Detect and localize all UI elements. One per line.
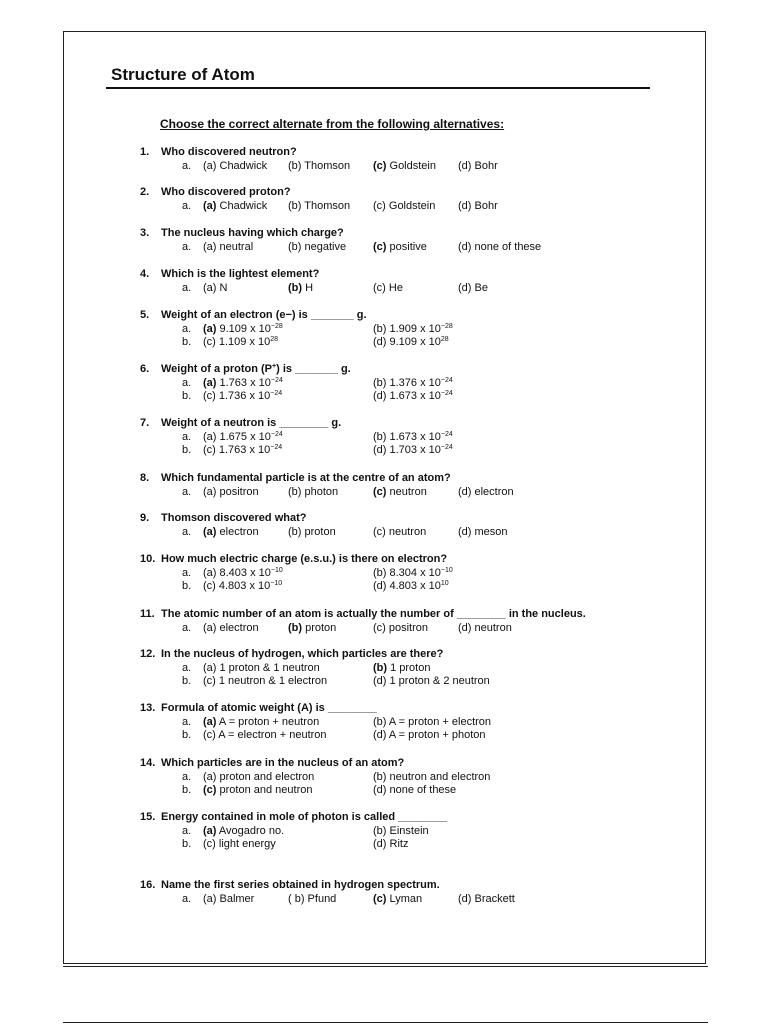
answer-option[interactable]: (a) 1.763 x $10^{-24}$: [203, 377, 283, 389]
answer-option[interactable]: (b) Thomson: [288, 160, 351, 172]
answer-option[interactable]: (c) Lyman: [373, 893, 423, 905]
answer-option[interactable]: (b) proton: [288, 622, 337, 634]
superscript: 28: [440, 336, 449, 343]
answer-option[interactable]: (c) positive: [373, 241, 427, 253]
answer-option[interactable]: (a) neutral: [203, 241, 254, 253]
question-text: Energy contained in mole of photon is called ________: [161, 811, 448, 823]
answer-option[interactable]: (d) 9.109 x $10^{28}$: [373, 336, 449, 348]
question-text: Which is the lightest element?: [161, 268, 320, 280]
answer-option[interactable]: (a) electron: [203, 526, 259, 538]
frame-bottom-rule: [63, 966, 708, 967]
answer-option[interactable]: (d) Be: [458, 282, 488, 294]
page-bottom-rule: [63, 1022, 708, 1023]
answer-option[interactable]: (c) light energy: [203, 838, 276, 850]
title-underline: [106, 87, 650, 89]
option-row-label: b.: [182, 675, 192, 687]
answer-option[interactable]: (d) Ritz: [373, 838, 409, 850]
answer-option[interactable]: (d) Brackett: [458, 893, 515, 905]
answer-option[interactable]: (a) 9.109 x $10^{-28}$: [203, 323, 283, 335]
answer-option[interactable]: (c) 1.109 x $10^{28}$: [203, 336, 279, 348]
answer-option[interactable]: (a) electron: [203, 622, 259, 634]
question-number: 12.: [140, 648, 156, 660]
option-row-label: a.: [182, 893, 192, 905]
superscript: −24: [440, 431, 453, 438]
answer-option[interactable]: (a) Balmer: [203, 893, 255, 905]
question-number: 15.: [140, 811, 156, 823]
answer-option[interactable]: (b) neutron and electron: [373, 771, 491, 783]
superscript: −28: [270, 323, 283, 330]
superscript: −24: [440, 444, 453, 451]
answer-option[interactable]: (c) He: [373, 282, 403, 294]
superscript: −10: [270, 580, 283, 587]
question-number: 8.: [140, 472, 150, 484]
question-number: 3.: [140, 227, 150, 239]
question-text: Name the first series obtained in hydrogen spectrum.: [161, 879, 440, 891]
answer-option[interactable]: (b) photon: [288, 486, 339, 498]
superscript: −10: [440, 567, 453, 574]
option-row-label: a.: [182, 377, 192, 389]
option-row-label: b.: [182, 390, 192, 402]
answer-option[interactable]: (b) 1.909 x $10^{-28}$: [373, 323, 453, 335]
question-text: Which fundamental particle is at the centre of an atom?: [161, 472, 451, 484]
question-number: 4.: [140, 268, 150, 280]
option-row-label: a.: [182, 662, 192, 674]
answer-option[interactable]: (b) 1 proton: [373, 662, 431, 674]
option-row-label: a.: [182, 200, 192, 212]
answer-option[interactable]: (d) 1 proton & 2 neutron: [373, 675, 490, 687]
question-text: In the nucleus of hydrogen, which particles are there?: [161, 648, 444, 660]
answer-option[interactable]: (d) neutron: [458, 622, 512, 634]
answer-option[interactable]: (d) 1.673 x $10^{-24}$: [373, 390, 453, 402]
question-number: 14.: [140, 757, 156, 769]
question-text: Weight of a neutron is ________ g.: [161, 417, 342, 429]
option-row-label: a.: [182, 825, 192, 837]
superscript: 10: [440, 580, 449, 587]
answer-option[interactable]: (a) 1.675 x $10^{-24}$: [203, 431, 283, 443]
answer-option[interactable]: (c) positron: [373, 622, 429, 634]
question-number: 7.: [140, 417, 150, 429]
answer-option[interactable]: (d) 4.803 x $10^{10}$: [373, 580, 449, 592]
option-row-label: a.: [182, 622, 192, 634]
answer-option[interactable]: (c) 1 neutron & 1 electron: [203, 675, 328, 687]
question-number: 13.: [140, 702, 156, 714]
answer-option[interactable]: (d) meson: [458, 526, 508, 538]
answer-option[interactable]: (d) none of these: [373, 784, 457, 796]
answer-option[interactable]: (b) proton: [288, 526, 336, 538]
option-row-label: a.: [182, 526, 192, 538]
answer-option[interactable]: (a) 1 proton & 1 neutron: [203, 662, 320, 674]
answer-option[interactable]: (c) A = electron + neutron: [203, 729, 327, 741]
option-row-label: a.: [182, 241, 192, 253]
superscript: −24: [270, 431, 283, 438]
question-text: Weight of an electron (e−) is _______ g.: [161, 309, 367, 321]
option-row-label: a.: [182, 567, 192, 579]
question-text: How much electric charge (e.s.u.) is there on electron?: [161, 553, 448, 565]
superscript: −24: [440, 390, 453, 397]
answer-option[interactable]: (b) A = proton + electron: [373, 716, 492, 728]
superscript: −24: [270, 444, 283, 451]
question-text: Weight of a proton (P+) is _______ g.: [161, 363, 351, 375]
answer-option[interactable]: (c) 1.763 x $10^{-24}$: [203, 444, 283, 456]
option-row-label: a.: [182, 282, 192, 294]
instructions-heading: Choose the correct alternate from the following alternatives:: [160, 117, 505, 131]
superscript: +: [272, 363, 277, 370]
question-number: 6.: [140, 363, 150, 375]
answer-option[interactable]: (a) Chadwick: [203, 160, 268, 172]
answer-option[interactable]: (d) none of these: [458, 241, 542, 253]
option-row-label: b.: [182, 729, 192, 741]
answer-option[interactable]: (a) N: [203, 282, 228, 294]
answer-option[interactable]: (b) H: [288, 282, 314, 294]
answer-option[interactable]: (c) Goldstein: [373, 160, 436, 172]
answer-option[interactable]: (c) proton and neutron: [203, 784, 313, 796]
question-number: 16.: [140, 879, 156, 891]
question-number: 9.: [140, 512, 150, 524]
question-text: Which particles are in the nucleus of an atom?: [161, 757, 405, 769]
option-row-label: a.: [182, 771, 192, 783]
answer-option[interactable]: (c) neutron: [373, 526, 427, 538]
superscript: −24: [270, 390, 283, 397]
answer-option[interactable]: (d) 1.703 x $10^{-24}$: [373, 444, 453, 456]
option-row-label: b.: [182, 838, 192, 850]
superscript: −24: [440, 377, 453, 384]
option-row-label: b.: [182, 784, 192, 796]
answer-option[interactable]: (b) 1.376 x $10^{-24}$: [373, 377, 453, 389]
answer-option[interactable]: (c) Goldstein: [373, 200, 436, 212]
answer-option[interactable]: (b) Einstein: [373, 825, 429, 837]
option-row-label: a.: [182, 323, 192, 335]
answer-option[interactable]: (b) 8.304 x $10^{-10}$: [373, 567, 453, 579]
question-number: 5.: [140, 309, 150, 321]
answer-option[interactable]: (a) Avogadro no.: [203, 825, 285, 837]
answer-option[interactable]: (a) Chadwick: [203, 200, 268, 212]
question-text: Who discovered proton?: [161, 186, 291, 198]
question-text: The atomic number of an atom is actually the number of ________ in the nucleus.: [161, 608, 586, 620]
answer-option[interactable]: (d) A = proton + photon: [373, 729, 486, 741]
answer-option[interactable]: (d) Bohr: [458, 200, 498, 212]
superscript: 28: [270, 336, 279, 343]
question-number: 10.: [140, 553, 156, 565]
superscript: −24: [270, 377, 283, 384]
answer-option[interactable]: (b) Thomson: [288, 200, 351, 212]
answer-option[interactable]: (d) Bohr: [458, 160, 498, 172]
question-text: Who discovered neutron?: [161, 146, 297, 158]
superscript: −28: [440, 323, 453, 330]
answer-option[interactable]: (b) negative: [288, 241, 347, 253]
question-text: Thomson discovered what?: [161, 512, 307, 524]
answer-option[interactable]: (a) positron: [203, 486, 259, 498]
option-row-label: a.: [182, 431, 192, 443]
option-row-label: a.: [182, 160, 192, 172]
page-title: Structure of Atom: [111, 65, 255, 84]
answer-option[interactable]: (b) 1.673 x $10^{-24}$: [373, 431, 453, 443]
answer-option[interactable]: ( b) Pfund: [288, 893, 337, 905]
question-number: 2.: [140, 186, 150, 198]
option-row-label: b.: [182, 336, 192, 348]
question-number: 11.: [140, 608, 155, 620]
question-number: 1.: [140, 146, 150, 158]
question-text: The nucleus having which charge?: [161, 227, 344, 239]
answer-option[interactable]: (a) proton and electron: [203, 771, 315, 783]
option-row-label: a.: [182, 716, 192, 728]
answer-option[interactable]: (c) 1.736 x $10^{-24}$: [203, 390, 283, 402]
option-row-label: b.: [182, 580, 192, 592]
answer-option[interactable]: (c) neutron: [373, 486, 427, 498]
answer-option[interactable]: (a) A = proton + neutron: [203, 716, 320, 728]
answer-option[interactable]: (c) 4.803 x $10^{-10}$: [203, 580, 283, 592]
option-row-label: a.: [182, 486, 192, 498]
superscript: −10: [270, 567, 283, 574]
option-row-label: b.: [182, 444, 192, 456]
answer-option[interactable]: (a) 8.403 x $10^{-10}$: [203, 567, 283, 579]
answer-option[interactable]: (d) electron: [458, 486, 514, 498]
question-text: Formula of atomic weight (A) is ________: [161, 702, 377, 714]
